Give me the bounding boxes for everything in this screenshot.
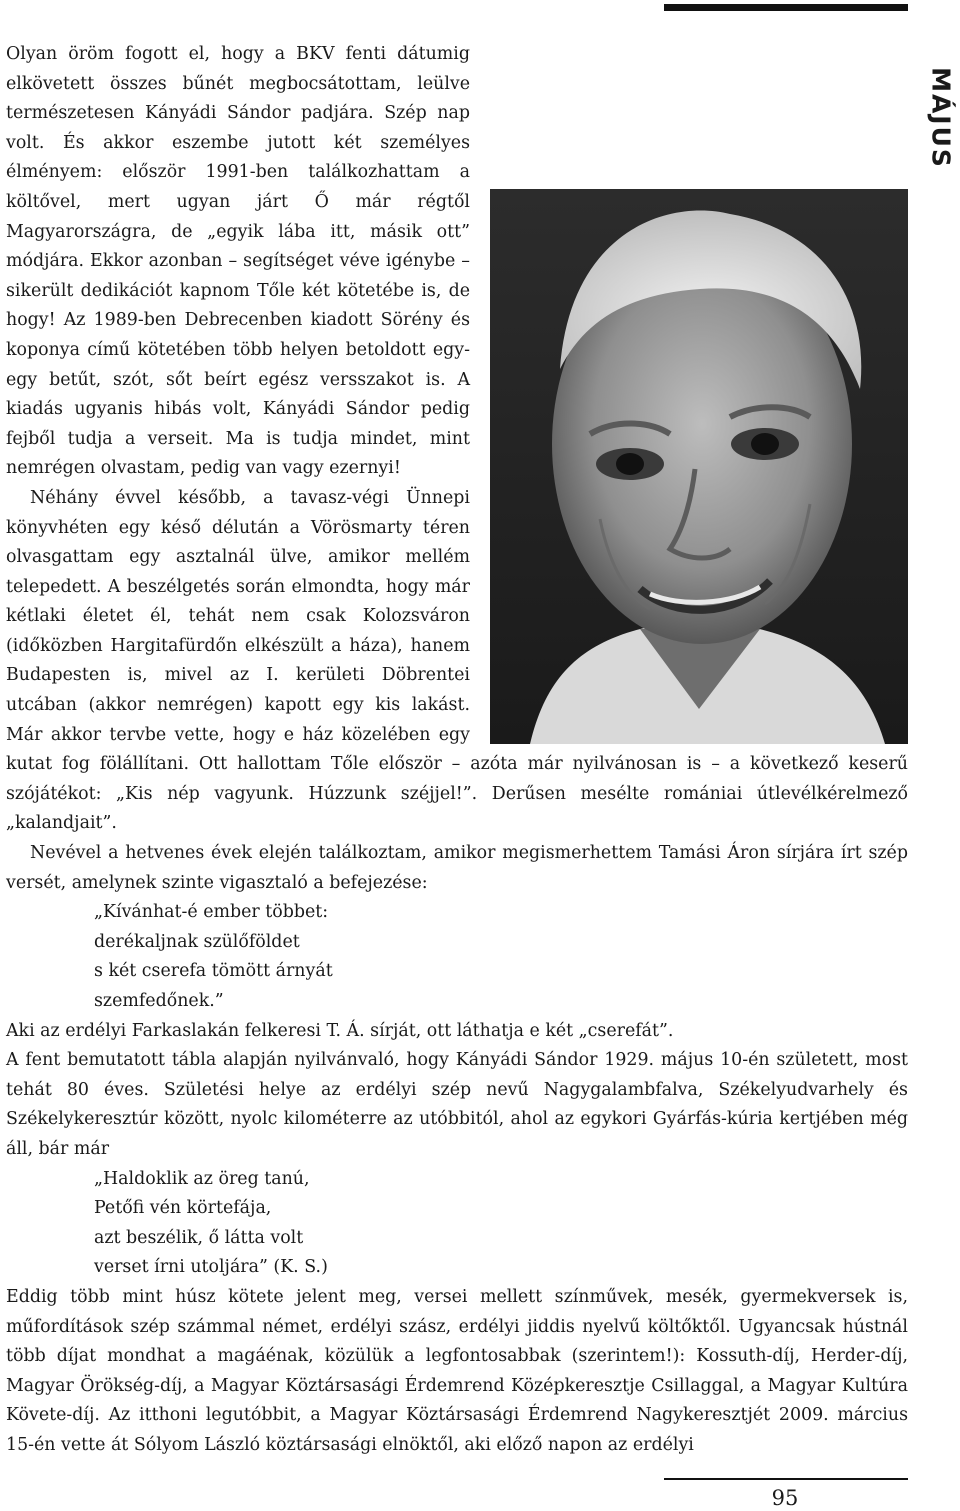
poem-line: s két cserefa tömött árnyát [94,961,333,982]
section-label: MÁJUS [926,67,956,169]
paragraph-4: Aki az erdélyi Farkaslakán felkeresi T. Á. sírját, ott láthatja e két „cserefát”. [6,1020,674,1041]
portrait-illustration [490,189,908,744]
poem-line: verset írni utoljára” (K. S.) [94,1257,328,1278]
poem-line: szemfedőnek.” [94,991,224,1011]
paragraph-5: A fent bemutatott tábla alapján nyilvánvaló, hogy Kányádi Sándor 1929. május 10-én született, most tehát 80 éves. Születési helye az erdélyi szép nevű Nagygalambfalva, Székelyudvarhely és Székelykeresztúr között, nyolc kilométerre az utóbbitól, ahol az egykori Gyárfás-kúria kertjében még áll, bár már [6,1050,908,1159]
page-number: 95 [771,1486,799,1510]
poem-line: „Kívánhat-é ember többet: [94,902,329,923]
poem-quote-2 [94,1165,908,1283]
paragraph-2: Néhány évvel később, a tavasz-végi Ünnepi könyvhéten egy késő délután a Vörösmarty téren olvasgattam egy asztalnál ülve, amikor mellém telepedett. A beszélgetés során elmondta, hogy már kétlaki életet él, tehát nem csak Kolozsváron (időközben Hargitafürdőn elkészült a háza), hanem Budapesten is, mivel az I. kerületi Döbrentei utcában (akkor nemrégen) kapott egy kis lakást. Már akkor tervbe vette, hogy e ház közelében egy kutat fog fölállítani. Ott hallottam Tőle először – azóta már nyilvánosan is – a következő keserű szójátékot: „Kis nép vagyunk. Húzzunk széjjel!”. Derűsen mesélte romániai útlevélkérelmező „kalandjait”. [6,487,908,834]
header-rule [664,4,908,11]
poem-quote-1 [94,898,908,1016]
footer-rule [664,1478,908,1480]
poem-line: azt beszélik, ő látta volt [94,1227,304,1248]
portrait-photo [490,189,908,744]
poem-line: derékaljnak szülőföldet [94,931,300,952]
paragraph-1: Olyan öröm fogott el, hogy a BKV fenti dátumig elkövetett összes bűnét megbocsátottam, leülve természetesen Kányádi Sándor padjára. Szép nap volt. És akkor eszembe jutott két személyes élményem: először 1991-ben találkozhattam a költővel, mert ugyan járt Ő már régtől Magyarországra, de „egyik lába itt, másik ott” módjára. Ekkor azonban – segítséget véve igénybe – sikerült dedikációt kapnom Tőle két kötetébe is, de hogy! Az 1989-ben Debrecenben kiadott Sörény és koponya című kötetében több helyen betoldott egy-egy betűt, szót, sőt beírt egész versszakot is. A kiadás ugyanis hibás volt, Kányádi Sándor pedig fejből tudja a verseit. Ma is tudja mindet, mint nemrégen olvastam, pedig van vagy ezernyi! [6,44,470,479]
paragraph-3: Nevével a hetvenes évek elején találkoztam, amikor megismerhettem Tamási Áron sírjára írt szép versét, amelynek szinte vigasztaló a befejezése: [6,843,908,893]
article-body [6,40,908,1461]
poem-line: Petőfi vén körtefája, [94,1198,272,1219]
paragraph-6: Eddig több mint húsz kötete jelent meg, versei mellett színművek, mesék, gyermekversek is, műfordítások szép számmal német, erdélyi szász, erdélyi jiddis nyelvű költőktől. Ugyancsak hústnál több díjat mondhat a magáénak, közülük a legfontosabbak (szerintem!): Kossuth-díj, Herder-díj, Magyar Örökség-díj, a Magyar Köztársasági Érdemrend Középkeresztje Csillaggal, a Magyar Kultúra Követe-díj. Az itthoni legutóbbit, a Magyar Köztársasági Érdemrend Nagykeresztjét 2009. március 15-én vette át Sólyom László köztársasági elnöktől, aki előző napon az erdélyi [6,1286,908,1455]
poem-line: „Haldoklik az öreg tanú, [94,1168,310,1189]
